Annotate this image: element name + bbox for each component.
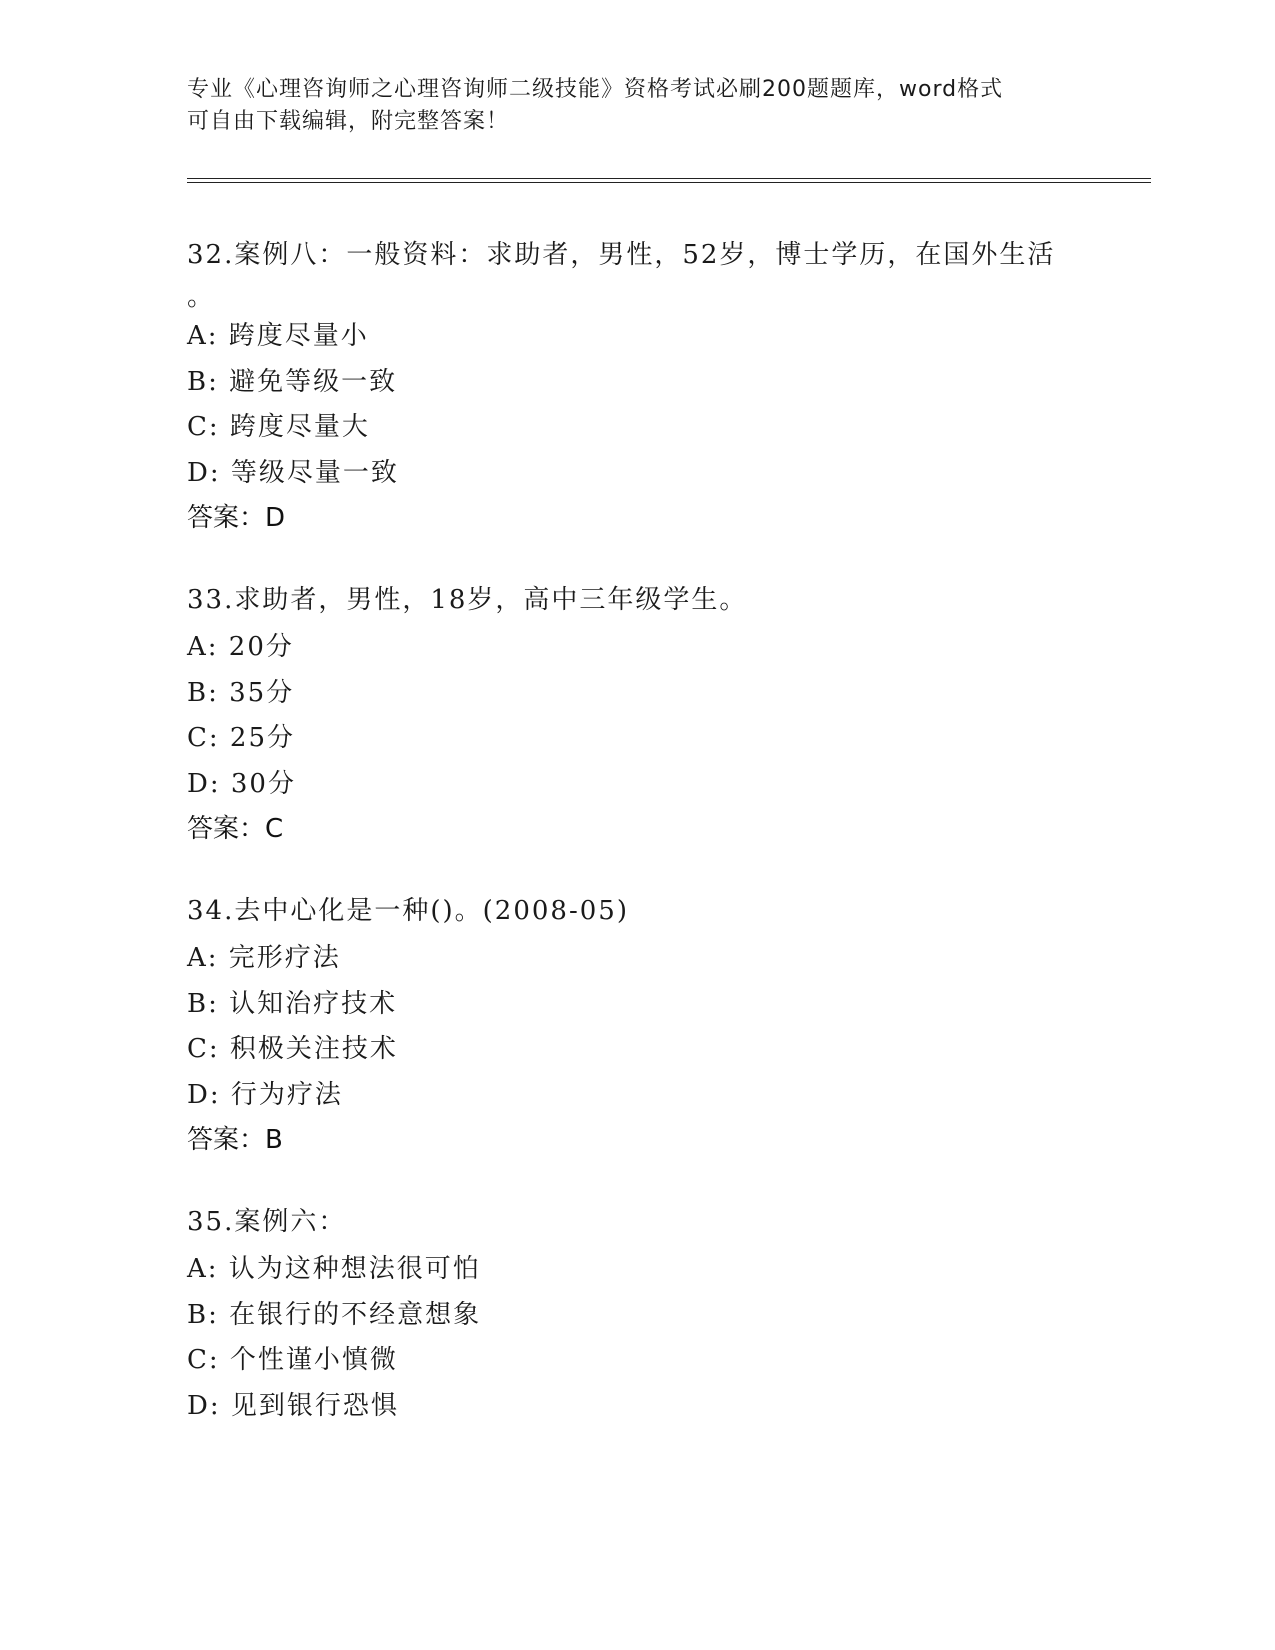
option-b: B: 避免等级一致 [187,366,398,397]
option-c: C: 跨度尽量大 [187,412,370,442]
question-35 [187,1205,1087,1429]
document-header [187,74,1087,138]
question-32 [187,238,1087,541]
option-d: D: 行为疗法 [187,1079,343,1110]
question-list [187,238,1087,1471]
answer-line: 答案：B [187,1125,283,1155]
option-b: B: 认知治疗技术 [187,988,398,1019]
option-c: C: 25分 [187,723,296,753]
answer-line: 答案：D [187,503,286,533]
option-a: A: 20分 [187,632,294,662]
divider-line-bottom [187,182,1151,183]
question-stem: 33.求助者，男性，18岁，高中三年级学生。 [187,585,748,615]
question-stem: 32.案例八：一般资料：求助者，男性，52岁，博士学历，在国外生活 [187,240,1056,270]
question-stem: 34.去中心化是一种()。(2008-05) [187,896,629,926]
option-d: D: 见到银行恐惧 [187,1390,399,1421]
question-33 [187,583,1087,852]
option-d: D: 30分 [187,768,296,799]
answer-line: 答案：C [187,814,284,844]
question-34 [187,894,1087,1163]
option-b: B: 35分 [187,677,295,708]
option-a: A: 认为这种想法很可怕 [187,1254,481,1284]
option-c: C: 积极关注技术 [187,1034,398,1064]
divider-line-top [187,178,1151,179]
option-d: D: 等级尽量一致 [187,457,399,488]
option-a: A: 完形疗法 [187,943,341,973]
header-line-1: 专业《心理咨询师之心理咨询师二级技能》资格考试必刷200题题库，word格式 [187,77,1004,102]
option-c: C: 个性谨小慎微 [187,1345,398,1375]
question-stem: 35.案例六： [187,1207,347,1237]
header-line-2: 可自由下载编辑，附完整答案！ [187,109,510,134]
header-divider [187,178,1151,183]
question-stem-continuation: 。 [187,282,214,312]
option-b: B: 在银行的不经意想象 [187,1299,482,1330]
option-a: A: 跨度尽量小 [187,321,369,351]
